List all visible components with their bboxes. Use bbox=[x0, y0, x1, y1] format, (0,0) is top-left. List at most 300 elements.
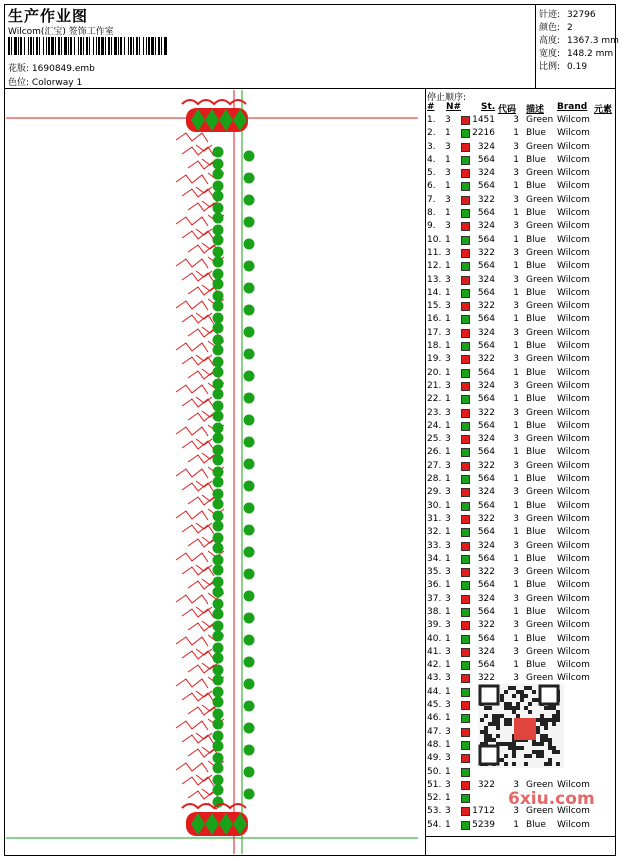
row-brand: Wilcom bbox=[557, 527, 590, 538]
row-code: 3 bbox=[513, 141, 519, 152]
row-needle: 3 bbox=[445, 806, 451, 817]
row-description: Green bbox=[526, 407, 554, 418]
row-brand: Wilcom bbox=[557, 593, 590, 604]
row-code: 1 bbox=[513, 447, 519, 458]
row-code: 3 bbox=[513, 354, 519, 365]
color-swatch bbox=[461, 821, 470, 830]
table-row bbox=[427, 275, 617, 288]
row-brand: Wilcom bbox=[557, 115, 590, 125]
row-brand: Wilcom bbox=[557, 194, 590, 205]
green-dot bbox=[213, 445, 224, 456]
row-stitches: 324 bbox=[477, 646, 495, 657]
green-dot bbox=[213, 609, 224, 620]
row-index: 19. bbox=[427, 354, 442, 365]
row-index: 11. bbox=[427, 247, 442, 258]
row-index: 24. bbox=[427, 420, 442, 431]
green-dot bbox=[244, 745, 255, 756]
green-dot bbox=[244, 459, 255, 470]
row-index: 54. bbox=[427, 819, 442, 830]
green-dot bbox=[244, 591, 255, 602]
row-description: Green bbox=[526, 513, 554, 524]
color-swatch bbox=[461, 169, 470, 178]
color-swatch bbox=[461, 768, 470, 777]
row-code: 1 bbox=[513, 474, 519, 485]
green-dot bbox=[244, 283, 255, 294]
row-needle: 1 bbox=[445, 474, 451, 485]
row-index: 15. bbox=[427, 301, 442, 312]
design-file-label: 花版: bbox=[8, 64, 30, 74]
row-description: Blue bbox=[526, 287, 546, 298]
row-description: Green bbox=[526, 487, 554, 498]
row-description: Blue bbox=[526, 208, 546, 219]
row-stitches: 564 bbox=[477, 660, 495, 671]
green-dot bbox=[213, 763, 224, 774]
row-code: 3 bbox=[513, 194, 519, 205]
embroidery-design-preview bbox=[6, 90, 422, 854]
col-header-brand: Brand bbox=[557, 102, 588, 112]
design-file-name: 1690849.emb bbox=[31, 64, 95, 74]
color-swatch bbox=[461, 222, 470, 231]
row-description: Blue bbox=[526, 314, 546, 325]
green-dot bbox=[213, 511, 224, 522]
row-stitches: 1451 bbox=[472, 115, 495, 125]
row-brand: Wilcom bbox=[557, 354, 590, 365]
row-code: 3 bbox=[513, 327, 519, 338]
row-brand: Wilcom bbox=[557, 567, 590, 578]
table-bottom-divider bbox=[425, 836, 616, 837]
row-description: Green bbox=[526, 301, 554, 312]
green-dot bbox=[213, 521, 224, 532]
row-stitches: 324 bbox=[477, 274, 495, 285]
row-description: Blue bbox=[526, 234, 546, 245]
row-brand: Wilcom bbox=[557, 247, 590, 258]
green-dot bbox=[213, 235, 224, 246]
row-description: Green bbox=[526, 168, 554, 179]
row-description: Green bbox=[526, 247, 554, 258]
row-needle: 3 bbox=[445, 567, 451, 578]
row-description: Green bbox=[526, 540, 554, 551]
row-brand: Wilcom bbox=[557, 234, 590, 245]
row-needle: 3 bbox=[445, 646, 451, 657]
row-stitches: 322 bbox=[477, 567, 495, 578]
row-brand: Wilcom bbox=[557, 580, 590, 591]
row-brand: Wilcom bbox=[557, 540, 590, 551]
row-description: Green bbox=[526, 460, 554, 471]
row-description: Green bbox=[526, 620, 554, 631]
info-label: 颜色: bbox=[539, 23, 561, 33]
row-needle: 1 bbox=[445, 580, 451, 591]
table-row bbox=[427, 487, 617, 500]
row-description: Blue bbox=[526, 553, 546, 564]
row-stitches: 564 bbox=[477, 606, 495, 617]
color-swatch bbox=[461, 462, 470, 471]
color-swatch bbox=[461, 502, 470, 511]
color-swatch bbox=[461, 528, 470, 537]
barcode bbox=[8, 37, 168, 55]
row-brand: Wilcom bbox=[557, 553, 590, 564]
row-code: 1 bbox=[513, 553, 519, 564]
row-needle: 3 bbox=[445, 593, 451, 604]
row-code: 3 bbox=[513, 247, 519, 258]
row-description: Blue bbox=[526, 128, 546, 139]
row-index: 39. bbox=[427, 620, 442, 631]
info-label: 比例: bbox=[539, 62, 561, 72]
row-index: 41. bbox=[427, 646, 442, 657]
row-needle: 3 bbox=[445, 434, 451, 445]
table-row bbox=[427, 142, 617, 155]
green-dot bbox=[213, 775, 224, 786]
row-stitches: 564 bbox=[477, 181, 495, 192]
row-brand: Wilcom bbox=[557, 301, 590, 312]
row-index: 25. bbox=[427, 434, 442, 445]
row-needle: 3 bbox=[445, 460, 451, 471]
row-brand: Wilcom bbox=[557, 606, 590, 617]
col-header-element: 元素 bbox=[594, 105, 613, 115]
color-swatch bbox=[461, 262, 470, 271]
row-index: 21. bbox=[427, 380, 442, 391]
row-description: Blue bbox=[526, 474, 546, 485]
green-dot bbox=[213, 411, 224, 422]
green-dot bbox=[244, 767, 255, 778]
table-row bbox=[427, 181, 617, 194]
green-dot bbox=[244, 217, 255, 228]
row-brand: Wilcom bbox=[557, 261, 590, 272]
color-swatch bbox=[461, 315, 470, 324]
row-description: Green bbox=[526, 115, 554, 125]
green-dot bbox=[244, 613, 255, 624]
color-swatch bbox=[461, 196, 470, 205]
row-needle: 3 bbox=[445, 726, 451, 737]
green-dot bbox=[213, 621, 224, 632]
col-header-code: 代码 bbox=[498, 105, 517, 115]
row-code: 1 bbox=[513, 261, 519, 272]
green-dot bbox=[213, 225, 224, 236]
row-brand: Wilcom bbox=[557, 660, 590, 671]
green-dot bbox=[213, 587, 224, 598]
table-row bbox=[427, 408, 617, 421]
color-swatch bbox=[461, 302, 470, 311]
green-dot bbox=[213, 731, 224, 742]
row-stitches: 1712 bbox=[472, 806, 495, 817]
color-swatch bbox=[461, 342, 470, 351]
green-dot bbox=[213, 159, 224, 170]
row-needle: 1 bbox=[445, 287, 451, 298]
green-dot bbox=[244, 195, 255, 206]
row-code: 1 bbox=[513, 341, 519, 352]
green-dot bbox=[213, 423, 224, 434]
table-row bbox=[427, 155, 617, 168]
table-row bbox=[427, 261, 617, 274]
color-swatch bbox=[461, 448, 470, 457]
color-swatch bbox=[461, 794, 470, 803]
row-brand: Wilcom bbox=[557, 274, 590, 285]
table-row bbox=[427, 328, 617, 341]
row-code: 3 bbox=[513, 673, 519, 684]
green-dot bbox=[213, 533, 224, 544]
row-code: 1 bbox=[513, 606, 519, 617]
row-needle: 1 bbox=[445, 367, 451, 378]
green-dot bbox=[213, 169, 224, 180]
green-dot bbox=[244, 305, 255, 316]
row-stitches: 322 bbox=[477, 301, 495, 312]
green-dot bbox=[213, 489, 224, 500]
row-needle: 3 bbox=[445, 301, 451, 312]
row-brand: Wilcom bbox=[557, 819, 590, 830]
table-row bbox=[427, 221, 617, 234]
row-description: Blue bbox=[526, 341, 546, 352]
row-needle: 3 bbox=[445, 700, 451, 711]
row-needle: 1 bbox=[445, 766, 451, 777]
row-index: 8. bbox=[427, 208, 436, 219]
table-row bbox=[427, 607, 617, 620]
table-row bbox=[427, 660, 617, 673]
row-stitches: 564 bbox=[477, 287, 495, 298]
color-swatch bbox=[461, 807, 470, 816]
green-dot bbox=[244, 415, 255, 426]
color-swatch bbox=[461, 382, 470, 391]
table-row bbox=[427, 554, 617, 567]
table-row bbox=[427, 115, 617, 128]
table-row bbox=[427, 341, 617, 354]
row-code: 1 bbox=[513, 527, 519, 538]
green-dot bbox=[213, 379, 224, 390]
row-code: 1 bbox=[513, 314, 519, 325]
green-dot bbox=[213, 279, 224, 290]
row-brand: Wilcom bbox=[557, 460, 590, 471]
row-code: 1 bbox=[513, 234, 519, 245]
row-description: Green bbox=[526, 194, 554, 205]
green-dot bbox=[213, 203, 224, 214]
row-code: 3 bbox=[513, 540, 519, 551]
row-index: 10. bbox=[427, 234, 442, 245]
row-index: 46. bbox=[427, 713, 442, 724]
row-description: Blue bbox=[526, 181, 546, 192]
colorway-label: 色位: bbox=[8, 78, 30, 88]
row-stitches: 564 bbox=[477, 474, 495, 485]
row-stitches: 564 bbox=[477, 580, 495, 591]
row-description: Blue bbox=[526, 420, 546, 431]
green-dot bbox=[213, 709, 224, 720]
row-stitches: 324 bbox=[477, 168, 495, 179]
table-row bbox=[427, 235, 617, 248]
row-description: Blue bbox=[526, 367, 546, 378]
header-divider bbox=[4, 88, 616, 89]
row-needle: 3 bbox=[445, 115, 451, 125]
table-row bbox=[427, 527, 617, 540]
row-needle: 1 bbox=[445, 128, 451, 139]
row-brand: Wilcom bbox=[557, 367, 590, 378]
info-value: 148.2 mm bbox=[567, 49, 614, 59]
row-description: Blue bbox=[526, 606, 546, 617]
row-index: 3. bbox=[427, 141, 436, 152]
row-index: 13. bbox=[427, 274, 442, 285]
row-code: 3 bbox=[513, 646, 519, 657]
row-code: 3 bbox=[513, 115, 519, 125]
row-brand: Wilcom bbox=[557, 341, 590, 352]
row-stitches: 564 bbox=[477, 447, 495, 458]
col-header-needle: N# bbox=[446, 102, 462, 112]
color-swatch bbox=[461, 568, 470, 577]
table-row bbox=[427, 434, 617, 447]
row-code: 1 bbox=[513, 287, 519, 298]
watermark-text: 6xiu.com bbox=[508, 789, 595, 809]
green-dot bbox=[213, 313, 224, 324]
row-brand: Wilcom bbox=[557, 141, 590, 152]
row-stitches: 322 bbox=[477, 247, 495, 258]
row-index: 5. bbox=[427, 168, 436, 179]
row-code: 3 bbox=[513, 434, 519, 445]
row-needle: 1 bbox=[445, 713, 451, 724]
row-description: Green bbox=[526, 673, 554, 684]
row-needle: 1 bbox=[445, 234, 451, 245]
color-swatch bbox=[461, 369, 470, 378]
row-needle: 1 bbox=[445, 420, 451, 431]
row-description: Green bbox=[526, 380, 554, 391]
row-stitches: 324 bbox=[477, 593, 495, 604]
col-header-description: 描述 bbox=[526, 105, 545, 115]
row-index: 1. bbox=[427, 115, 436, 125]
row-stitches: 324 bbox=[477, 434, 495, 445]
row-stitches: 322 bbox=[477, 407, 495, 418]
table-divider bbox=[425, 88, 426, 856]
green-dot bbox=[244, 393, 255, 404]
green-dot bbox=[213, 653, 224, 664]
col-header-stitches: St. bbox=[481, 102, 496, 112]
green-dot bbox=[213, 697, 224, 708]
table-row bbox=[427, 421, 617, 434]
row-stitches: 2216 bbox=[472, 128, 495, 139]
row-code: 3 bbox=[513, 301, 519, 312]
row-brand: Wilcom bbox=[557, 154, 590, 165]
color-swatch bbox=[461, 621, 470, 630]
green-dot bbox=[244, 679, 255, 690]
table-row bbox=[427, 288, 617, 301]
row-needle: 3 bbox=[445, 513, 451, 524]
color-swatch bbox=[461, 608, 470, 617]
row-description: Green bbox=[526, 593, 554, 604]
info-value: 0.19 bbox=[567, 62, 588, 72]
row-stitches: 564 bbox=[477, 633, 495, 644]
color-swatch bbox=[461, 355, 470, 364]
color-swatch bbox=[461, 209, 470, 218]
color-swatch bbox=[461, 701, 470, 710]
row-index: 49. bbox=[427, 753, 442, 764]
row-needle: 3 bbox=[445, 779, 451, 790]
color-swatch bbox=[461, 648, 470, 657]
row-needle: 1 bbox=[445, 341, 451, 352]
green-dot bbox=[213, 565, 224, 576]
row-brand: Wilcom bbox=[557, 287, 590, 298]
row-needle: 1 bbox=[445, 261, 451, 272]
green-dot bbox=[244, 569, 255, 580]
table-row bbox=[427, 394, 617, 407]
color-swatch bbox=[461, 555, 470, 564]
row-description: Green bbox=[526, 141, 554, 152]
row-code: 1 bbox=[513, 819, 519, 830]
row-needle: 3 bbox=[445, 141, 451, 152]
color-swatch bbox=[461, 129, 470, 138]
row-description: Blue bbox=[526, 660, 546, 671]
row-brand: Wilcom bbox=[557, 474, 590, 485]
color-swatch bbox=[461, 581, 470, 590]
row-index: 9. bbox=[427, 221, 436, 232]
color-swatch bbox=[461, 276, 470, 285]
row-index: 50. bbox=[427, 766, 442, 777]
company-name: Wilcom(汇宝) 签饰工作室 bbox=[8, 27, 114, 37]
green-dot bbox=[244, 503, 255, 514]
info-divider bbox=[535, 4, 536, 88]
row-index: 32. bbox=[427, 527, 442, 538]
green-dot bbox=[213, 301, 224, 312]
table-row bbox=[427, 314, 617, 327]
row-index: 22. bbox=[427, 394, 442, 405]
row-brand: Wilcom bbox=[557, 128, 590, 139]
table-row bbox=[427, 368, 617, 381]
row-index: 47. bbox=[427, 726, 442, 737]
row-stitches: 564 bbox=[477, 261, 495, 272]
color-swatch bbox=[461, 542, 470, 551]
green-dot bbox=[213, 401, 224, 412]
row-code: 3 bbox=[513, 567, 519, 578]
green-dot bbox=[213, 269, 224, 280]
row-description: Green bbox=[526, 806, 554, 817]
green-dot bbox=[244, 239, 255, 250]
green-dot bbox=[244, 371, 255, 382]
info-label: 针迹: bbox=[539, 10, 561, 20]
table-row bbox=[427, 580, 617, 593]
green-dot bbox=[213, 719, 224, 730]
row-description: Blue bbox=[526, 261, 546, 272]
row-needle: 3 bbox=[445, 380, 451, 391]
table-row bbox=[427, 301, 617, 314]
green-dot bbox=[213, 357, 224, 368]
row-code: 3 bbox=[513, 513, 519, 524]
row-stitches: 564 bbox=[477, 527, 495, 538]
row-stitches: 564 bbox=[477, 234, 495, 245]
row-stitches: 322 bbox=[477, 194, 495, 205]
green-dot bbox=[213, 753, 224, 764]
row-index: 43. bbox=[427, 673, 442, 684]
color-swatch bbox=[461, 329, 470, 338]
row-needle: 3 bbox=[445, 673, 451, 684]
info-stitches bbox=[539, 7, 596, 20]
row-stitches: 564 bbox=[477, 500, 495, 511]
color-swatch bbox=[461, 422, 470, 431]
color-swatch bbox=[461, 728, 470, 737]
color-swatch bbox=[461, 714, 470, 723]
row-brand: Wilcom bbox=[557, 633, 590, 644]
row-index: 40. bbox=[427, 633, 442, 644]
row-brand: Wilcom bbox=[557, 779, 590, 790]
row-stitches: 564 bbox=[477, 154, 495, 165]
row-needle: 3 bbox=[445, 354, 451, 365]
table-row bbox=[427, 594, 617, 607]
color-swatch bbox=[461, 156, 470, 165]
row-stitches: 324 bbox=[477, 487, 495, 498]
green-dot bbox=[213, 631, 224, 642]
green-dot bbox=[244, 261, 255, 272]
row-code: 3 bbox=[513, 168, 519, 179]
table-row bbox=[427, 447, 617, 460]
row-brand: Wilcom bbox=[557, 673, 590, 684]
row-brand: Wilcom bbox=[557, 208, 590, 219]
green-dot bbox=[244, 327, 255, 338]
table-row bbox=[427, 620, 617, 633]
green-dot bbox=[244, 481, 255, 492]
row-needle: 1 bbox=[445, 606, 451, 617]
info-value: 32796 bbox=[567, 10, 596, 20]
table-row bbox=[427, 128, 617, 141]
